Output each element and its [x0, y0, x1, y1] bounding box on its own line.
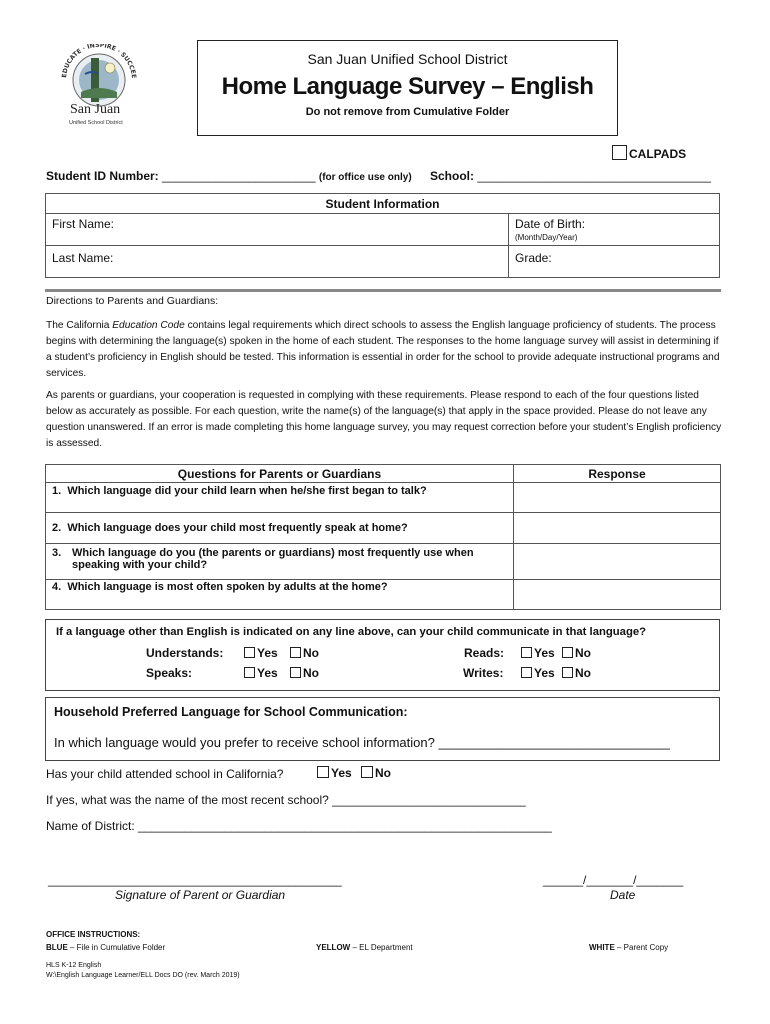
household-heading: Household Preferred Language for School Communication:: [54, 705, 408, 719]
form-code: HLS K-12 English: [46, 962, 102, 969]
student-id-input[interactable]: _______________________: [162, 169, 316, 183]
student-id-row: [46, 169, 412, 183]
questions-table: [45, 464, 721, 610]
checkbox-icon[interactable]: [244, 647, 255, 658]
school-label: School:: [430, 169, 474, 183]
school-input[interactable]: ___________________________________: [477, 169, 711, 183]
question-number: 1.: [52, 485, 62, 497]
dob-format-hint: (Month/Day/Year): [515, 233, 578, 242]
question-text: Which language is most often spoken by adults at the home?: [67, 581, 388, 593]
checkbox-icon[interactable]: [290, 647, 301, 658]
checkbox-icon[interactable]: [317, 766, 329, 778]
question-row: [46, 544, 514, 580]
date-line[interactable]: ______/_______/_______: [543, 873, 684, 887]
directions-p1-text: The California: [46, 320, 113, 331]
checkbox-icon[interactable]: [361, 766, 373, 778]
reads-no[interactable]: No: [562, 646, 591, 660]
question-row: [46, 580, 514, 610]
calpads-field: [612, 145, 686, 161]
first-name-label: First Name:: [52, 217, 115, 231]
yellow-label: YELLOW: [316, 943, 351, 952]
dob-label: Date of Birth:: [515, 217, 586, 231]
school-row: [430, 169, 711, 183]
yellow-text: – EL Department: [350, 943, 413, 952]
grade-label: Grade:: [515, 251, 552, 265]
signature-line[interactable]: ____________________________________________: [48, 873, 342, 887]
question-row: [46, 483, 514, 513]
white-label: WHITE: [589, 943, 615, 952]
attended-row: [46, 767, 283, 781]
question-number: 3.: [52, 547, 62, 559]
checkbox-icon[interactable]: [562, 647, 573, 658]
attended-yes[interactable]: Yes: [317, 766, 352, 780]
district-name: San Juan Unified School District: [307, 51, 508, 67]
understands-no[interactable]: No: [290, 646, 319, 660]
understands-yes[interactable]: Yes: [244, 646, 278, 660]
question-text: Which language did your child learn when he/she first began to talk?: [67, 485, 427, 497]
attended-question: Has your child attended school in California?: [46, 767, 284, 781]
reads-label: Reads:: [464, 646, 505, 660]
office-blue: [46, 943, 165, 952]
recent-school-input[interactable]: _____________________________: [332, 793, 526, 807]
file-path: W:\English Language Learner/ELL Docs DO (rev. March 2019): [46, 972, 240, 979]
checkbox-icon[interactable]: [562, 667, 573, 678]
recent-school-label: If yes, what was the name of the most recent school?: [46, 793, 329, 807]
signature-label: Signature of Parent or Guardian: [115, 888, 286, 902]
household-box: [45, 697, 720, 761]
attended-no[interactable]: No: [361, 766, 391, 780]
recent-school-row: [46, 793, 526, 807]
response-cell[interactable]: [514, 513, 721, 544]
grade-field[interactable]: [509, 246, 720, 278]
district-logo: [58, 44, 140, 134]
district-row: [46, 819, 552, 833]
office-white: [589, 943, 668, 952]
household-question-row: [54, 735, 670, 750]
response-cell[interactable]: [514, 544, 721, 580]
directions-paragraph-2: As parents or guardians, your cooperation is requested in complying with these requirements. Please respond to each of the four questions listed below as accurately as possible. For each question, write the name(s) of the language(s) that apply in the space provided. Please do not leave any question unanswered. If an error is made completing this home language survey, you may request correction before your student’s English proficiency is assessed.: [46, 390, 722, 449]
page-subtitle: Do not remove from Cumulative Folder: [305, 106, 510, 118]
writes-no[interactable]: No: [562, 666, 591, 680]
student-info-heading: Student Information: [46, 194, 720, 214]
office-instructions-heading: OFFICE INSTRUCTIONS:: [46, 930, 141, 939]
understands-label: Understands:: [146, 646, 224, 660]
education-code-text: Education Code: [112, 320, 185, 331]
communication-box: [45, 619, 720, 691]
directions-paragraph-1: [46, 318, 722, 382]
blue-text: – File in Cumulative Folder: [67, 943, 166, 952]
household-question: In which language would you prefer to receive school information?: [54, 735, 435, 750]
response-cell[interactable]: [514, 483, 721, 513]
questions-column-header: Questions for Parents or Guardians: [46, 465, 514, 483]
preferred-language-input[interactable]: ________________________________: [438, 735, 670, 750]
title-box: [197, 40, 618, 136]
logo-subtext: Unified School District: [69, 120, 123, 126]
logo-arc-text: EDUCATE · INSPIRE · SUCCEE: [61, 44, 138, 79]
question-number: 4.: [52, 581, 62, 593]
directions-p1-text-cont: contains legal requirements which direct schools to assess the English language proficiency of students. The process begins with determining the language(s) spoken in the home of each student. The responses to the home language survey will assist in determining if a student’s proficiency in English should be tested. This information is essential in order for the school to provide adequate instructional programs and services.: [46, 320, 720, 379]
question-number: 2.: [52, 522, 62, 534]
section-divider: [45, 289, 721, 292]
speaks-label: Speaks:: [146, 666, 193, 680]
district-input[interactable]: ______________________________________________________________: [138, 819, 552, 833]
reads-yes[interactable]: Yes: [521, 646, 555, 660]
logo-name: San Juan: [70, 102, 121, 117]
dob-field[interactable]: [509, 214, 720, 246]
question-text: Which language does your child most frequently speak at home?: [67, 522, 408, 534]
calpads-label: CALPADS: [629, 147, 687, 161]
last-name-field[interactable]: [46, 246, 509, 278]
checkbox-icon[interactable]: [290, 667, 301, 678]
speaks-yes[interactable]: Yes: [244, 666, 278, 680]
speaks-no[interactable]: No: [290, 666, 319, 680]
response-cell[interactable]: [514, 580, 721, 610]
writes-yes[interactable]: Yes: [521, 666, 555, 680]
calpads-checkbox[interactable]: [612, 145, 627, 160]
blue-label: BLUE: [46, 943, 68, 952]
page-title: Home Language Survey – English: [221, 73, 594, 100]
checkbox-icon[interactable]: [521, 667, 532, 678]
last-name-label: Last Name:: [52, 251, 114, 265]
date-label: Date: [610, 888, 636, 902]
response-column-header: Response: [514, 465, 721, 483]
communication-question: If a language other than English is indicated on any line above, can your child communicate in that language?: [56, 626, 647, 638]
office-yellow: [316, 943, 413, 952]
district-label: Name of District:: [46, 819, 135, 833]
first-name-field[interactable]: [46, 214, 509, 246]
checkbox-icon[interactable]: [244, 667, 255, 678]
writes-label: Writes:: [463, 666, 504, 680]
student-info-table: [45, 193, 720, 278]
white-text: – Parent Copy: [614, 943, 669, 952]
student-id-label: Student ID Number:: [46, 169, 159, 183]
checkbox-icon[interactable]: [521, 647, 532, 658]
question-row: [46, 513, 514, 544]
office-use-note: (for office use only): [318, 172, 412, 183]
directions-heading: Directions to Parents and Guardians:: [46, 295, 219, 307]
question-text: Which language do you (the parents or guardians) most frequently use when speaking with your child?: [72, 547, 474, 571]
